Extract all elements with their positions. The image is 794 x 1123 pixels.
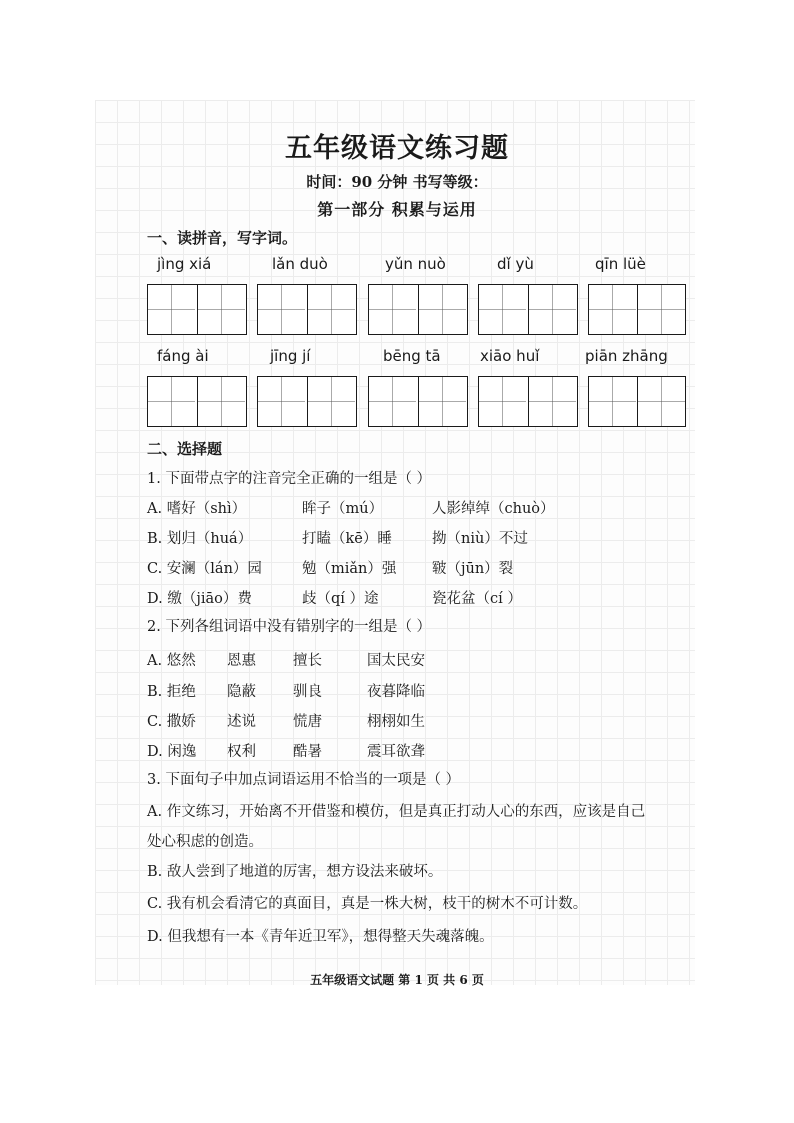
pinyin-label: jìng xiá (157, 255, 212, 273)
q2-option-c-3: 慌唐 (293, 714, 322, 730)
q3-option-c: C. 我有机会看清它的真面目，真是一株大树，枝干的树木不可计数。 (147, 896, 588, 912)
writing-box[interactable] (478, 284, 578, 335)
q2-option-b-1: B. 拒绝 (147, 684, 196, 700)
writing-cell[interactable] (307, 285, 355, 334)
q2-option-d-1: D. 闲逸 (147, 744, 197, 760)
q2-option-d-2: 权利 (227, 744, 256, 760)
q3-option-a-line1: A. 作文练习，开始离不开借鉴和模仿，但是真正打动人心的东西，应该是自己 (147, 804, 646, 820)
exam-info: 时间：90 分钟 书写等级： (306, 173, 488, 191)
q2-option-a-4: 国太民安 (367, 653, 425, 669)
question-2-stem: 2. 下列各组词语中没有错别字的一组是（ ） (147, 619, 432, 635)
q1-option-c-1: C. 安澜（lán）园 (147, 561, 262, 577)
pinyin-label: yǔn nuò (385, 255, 446, 273)
writing-cell[interactable] (528, 285, 576, 334)
q2-option-a-2: 恩惠 (227, 653, 256, 669)
question-3-stem: 3. 下面句子中加点词语运用不恰当的一项是（ ） (147, 772, 461, 788)
q2-option-b-4: 夜暮降临 (367, 684, 425, 700)
page-title: 五年级语文练习题 (285, 133, 509, 164)
pinyin-label: xiāo huǐ (480, 347, 540, 365)
writing-box[interactable] (257, 284, 357, 335)
writing-box[interactable] (368, 284, 468, 335)
q2-option-d-4: 震耳欲聋 (367, 744, 425, 760)
q3-option-d: D. 但我想有一本《青年近卫军》，想得整天失魂落魄。 (147, 929, 494, 945)
q3-option-a-line2: 处心积虑的创造。 (147, 834, 263, 850)
writing-cell[interactable] (589, 377, 636, 426)
q2-option-a-3: 擅长 (293, 653, 322, 669)
q2-option-b-2: 隐蔽 (227, 684, 256, 700)
pinyin-label: piān zhāng (585, 347, 668, 365)
q1-option-b-1: B. 划归（huá） (147, 531, 253, 547)
q3-option-b: B. 敌人尝到了地道的厉害，想方设法来破坏。 (147, 864, 443, 880)
writing-box[interactable] (588, 284, 686, 335)
pinyin-label: dǐ yù (497, 255, 534, 273)
writing-box[interactable] (368, 376, 468, 427)
question-1-stem: 1. 下面带点字的注音完全正确的一组是（ ） (147, 471, 432, 487)
writing-cell[interactable] (369, 285, 416, 334)
writing-cell[interactable] (418, 377, 466, 426)
pinyin-label: fáng ài (157, 347, 209, 365)
writing-cell[interactable] (197, 377, 245, 426)
pinyin-label: lǎn duò (272, 255, 328, 273)
writing-cell[interactable] (369, 377, 416, 426)
q1-option-b-3: 拗（niù）不过 (432, 531, 528, 547)
writing-box[interactable] (478, 376, 578, 427)
page-footer: 五年级语文试题 第 1 页 共 6 页 (310, 973, 484, 987)
section-2-heading: 二、选择题 (147, 440, 223, 458)
writing-cell[interactable] (479, 285, 526, 334)
q2-option-c-1: C. 撒娇 (147, 714, 196, 730)
pinyin-label: bēng tā (383, 347, 441, 365)
writing-cell[interactable] (307, 377, 355, 426)
q2-option-d-3: 酷暑 (293, 744, 322, 760)
writing-cell[interactable] (258, 285, 305, 334)
q1-option-a-3: 人影绰绰（chuò） (432, 501, 555, 517)
writing-box[interactable] (588, 376, 686, 427)
writing-cell[interactable] (258, 377, 305, 426)
q1-option-d-2: 歧（qí ）途 (302, 591, 379, 607)
q2-option-c-2: 述说 (227, 714, 256, 730)
part-heading: 第一部分 积累与运用 (317, 200, 477, 219)
writing-cell[interactable] (637, 377, 685, 426)
q2-option-a-1: A. 悠然 (147, 653, 196, 669)
writing-cell[interactable] (637, 285, 685, 334)
q1-option-d-1: D. 缴（jiāo）费 (147, 591, 252, 607)
writing-box[interactable] (147, 284, 247, 335)
q1-option-a-1: A. 嗜好（shì） (147, 501, 247, 517)
q1-option-a-2: 眸子（mú） (302, 501, 384, 517)
writing-cell[interactable] (148, 377, 195, 426)
q2-option-c-4: 栩栩如生 (367, 714, 425, 730)
writing-cell[interactable] (148, 285, 195, 334)
q2-option-b-3: 驯良 (293, 684, 322, 700)
writing-cell[interactable] (589, 285, 636, 334)
writing-cell[interactable] (418, 285, 466, 334)
q1-option-d-3: 瓷花盆（cí ） (432, 591, 522, 607)
writing-cell[interactable] (479, 377, 526, 426)
writing-cell[interactable] (197, 285, 245, 334)
pinyin-label: jīng jí (270, 347, 311, 365)
q1-option-b-2: 打瞌（kē）睡 (302, 531, 392, 547)
section-1-heading: 一、读拼音，写字词。 (147, 229, 298, 247)
q1-option-c-3: 皲（jūn）裂 (432, 561, 514, 577)
writing-box[interactable] (147, 376, 247, 427)
pinyin-label: qīn lüè (595, 255, 646, 273)
writing-cell[interactable] (528, 377, 576, 426)
writing-box[interactable] (257, 376, 357, 427)
q1-option-c-2: 勉（miǎn）强 (302, 561, 397, 577)
